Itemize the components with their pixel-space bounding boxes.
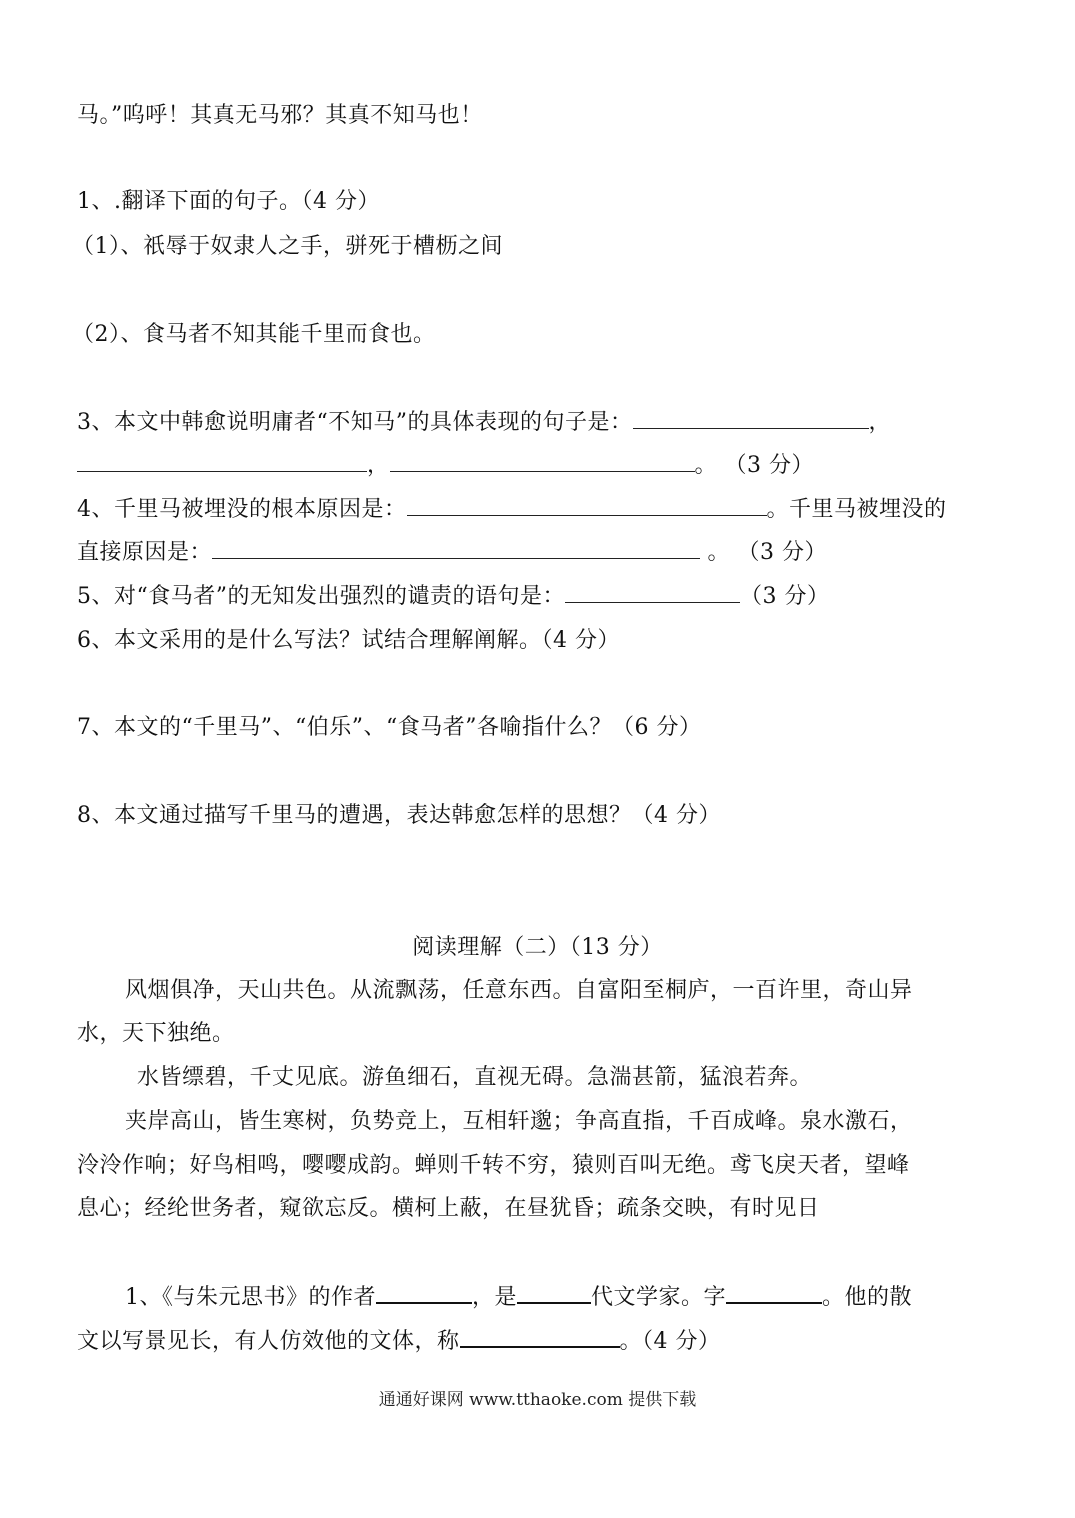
question-1: 1、.翻译下面的句子。（4 分） [77, 189, 380, 214]
separator: ， [868, 410, 892, 435]
question-5-text: 5、对“食马者”的无知发出强烈的谴责的语句是： [77, 584, 565, 609]
part2-question-1-text: 1、《与朱元思书》的作者 [125, 1285, 376, 1310]
question-5-end: （3 分） [740, 584, 830, 609]
part2-question-1-text-2: ，是 [472, 1285, 518, 1310]
dynasty-blank[interactable] [517, 1282, 591, 1304]
courtesy-name-blank[interactable] [726, 1282, 822, 1304]
question-5 [77, 582, 997, 612]
part2-question-1-line-1 [125, 1282, 1045, 1313]
page-footer: 通通好课网 www.tthaoke.com 提供下载 [378, 1390, 697, 1410]
part2-question-1-text-5: 文以写景见长，有人仿效他的文体，称 [77, 1329, 460, 1354]
question-4-text-3: 直接原因是： [77, 540, 213, 565]
passage-tail: 马。”呜呼！其真无马邪？其真不知马也！ [77, 103, 483, 128]
part2-question-1-text-4: 。他的散 [822, 1285, 913, 1310]
question-3-line-1 [77, 408, 997, 438]
question-1-item-2: （2）、食马者不知其能千里而食也。 [72, 322, 436, 347]
question-3-end: 。 （3 分） [694, 453, 814, 478]
question-4-end: 。 （3 分） [700, 540, 827, 565]
question-4-text-2: 。千里马被埋没的 [766, 497, 947, 522]
answer-blank[interactable] [407, 495, 767, 516]
style-name-blank[interactable] [460, 1326, 620, 1348]
passage-paragraph-3-line-1: 夹岸高山，皆生寒树，负势竞上，互相轩邈；争高直指，千百成峰。泉水激石， [125, 1109, 913, 1134]
passage-paragraph-2: 水皆缥碧，千丈见底。游鱼细石，直视无碍。急湍甚箭，猛浪若奔。 [137, 1065, 813, 1090]
part2-question-1-line-2 [77, 1326, 997, 1357]
question-3-text: 3、本文中韩愈说明庸者“不知马”的具体表现的句子是： [77, 410, 633, 435]
passage-paragraph-1-line-2: 水，天下独绝。 [77, 1021, 235, 1046]
question-4-line-2 [77, 538, 997, 568]
separator: ， [367, 453, 390, 478]
question-1-item-1: （1）、祇辱于奴隶人之手，骈死于槽枥之间 [72, 234, 503, 259]
part2-question-1-end: 。（4 分） [619, 1329, 721, 1354]
passage-paragraph-3-line-2: 泠泠作响；好鸟相鸣，嘤嘤成韵。蝉则千转不穷，猿则百叫无绝。鸢飞戾天者，望峰 [77, 1153, 910, 1178]
question-4-line-1 [77, 495, 997, 525]
part2-question-1-text-3: 代文学家。字 [591, 1285, 727, 1310]
passage-paragraph-3-line-3: 息心；经纶世务者，窥欲忘反。横柯上蔽，在昼犹昏；疏条交映，有时见日 [77, 1196, 820, 1221]
question-7: 7、本文的“千里马”、“伯乐”、“食马者”各喻指什么？（6 分） [77, 715, 702, 740]
answer-blank[interactable] [390, 451, 695, 472]
answer-blank[interactable] [212, 538, 700, 559]
answer-blank[interactable] [77, 451, 367, 472]
question-4-text: 4、千里马被埋没的根本原因是： [77, 497, 407, 522]
answer-blank[interactable] [633, 408, 869, 429]
section-heading: 阅读理解（二）（13 分） [412, 935, 663, 960]
question-3-line-2 [77, 451, 997, 481]
question-8: 8、本文通过描写千里马的遭遇，表达韩愈怎样的思想？（4 分） [77, 803, 721, 828]
passage-paragraph-1-line-1: 风烟俱净，天山共色。从流飘荡，任意东西。自富阳至桐庐，一百许里，奇山异 [125, 978, 913, 1003]
answer-blank[interactable] [565, 582, 740, 603]
author-blank[interactable] [376, 1282, 472, 1304]
question-6: 6、本文采用的是什么写法？试结合理解阐解。（4 分） [77, 628, 620, 653]
